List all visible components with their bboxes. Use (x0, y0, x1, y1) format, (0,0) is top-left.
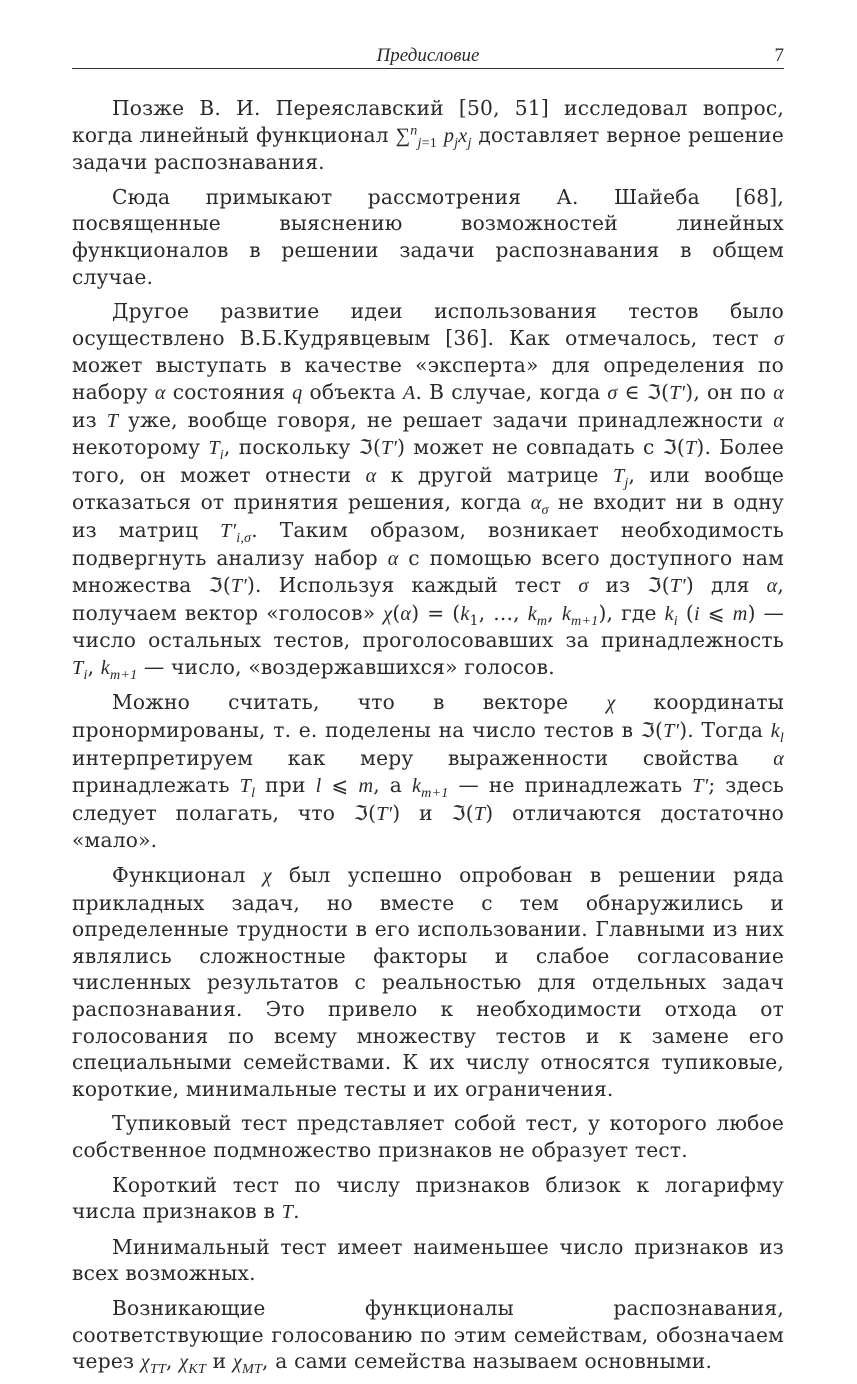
chapter-title: Предисловие (376, 45, 480, 66)
paragraph-8: Минимальный тест имеет наименьшее число признаков из всех возможных. (72, 1234, 784, 1286)
paragraph-1: Позже В. И. Переяславский [50, 51] исследовал вопрос, когда линейный функционал ∑$^n_{j=1}$ $p_jx_j$ доставляет верное решение задачи распознавания. (72, 96, 784, 175)
paragraph-2: Сюда примыкают рассмотрения А. Шайеба [68], посвященные выяснению возможностей линейных функционалов в решении задачи распознавания в общем случае. (72, 184, 784, 289)
paragraph-3: Другое развитие идеи использования тестов было осуществлено В.Б.Кудрявцевым [36]. Как отмечалось, тест σ может выступать в качестве «эксперта» для определения по набору α состояния q объекта A. В случае, когда σ ∈ ℑ(T′), он по α из T уже, вообще говоря, не решает задачи принадлежности α некоторому $T_i$, поскольку ℑ(T′) может не совпадать с ℑ(T). Более того, он может отнести α к другой матрице $T_j$, или вообще отказаться от принятия решения, когда $\alpha_\sigma$ не входит ни в одну из матриц $T'_{i,\sigma}$. Таким образом, возникает необходимость подвергнуть анализу набор α с помощью всего доступного нам множества ℑ(T′). Используя каждый тест σ из ℑ(T′) для α, получаем вектор «голосов» $\chi(\alpha) = (k_1$, ..., $k_m$, $k_{m+1}$), где $k_i$ (i ⩽ m) — число остальных тестов, проголосовавших за принадлежность $T_i$, $k_{m+1}$ — число, «воздержавшихся» голосов. (72, 299, 785, 683)
page-body (72, 95, 784, 1376)
page-number: 7 (774, 45, 784, 66)
paragraph-6: Тупиковый тест представляет собой тест, у которого любое собственное подмножество признаков не образует тест. (72, 1111, 784, 1162)
running-header (72, 44, 784, 69)
paragraph-7: Короткий тест по числу признаков близок к логарифму числа признаков в T. (72, 1172, 784, 1224)
paragraph-5: Функционал χ был успешно опробован в решении ряда прикладных задач, но вместе с тем обнаружились и определенные трудности в его использовании. Главными из них являлись сложностные факторы и слабое согласование численных результатов с реальностью для отдельных задач распознавания. Это привело к необходимости отхода от голосования по всему множеству тестов и к замене его специальными семействами. К их числу относятся тупиковые, короткие, минимальные тесты и их ограничения. (72, 863, 784, 1101)
paragraph-4: Можно считать, что в векторе χ координаты пронормированы, т. е. поделены на число тестов в ℑ(T′). Тогда $k_l$ интерпретируем как меру выраженности свойства α принадлежать $T_l$ при l ⩽ m, а $k_{m+1}$ — не принадлежать T′; здесь следует полагать, что ℑ(T′) и ℑ(T) отличаются достаточно «мало». (72, 690, 785, 853)
paragraph-9: Возникающие функционалы распознавания, соответствующие голосованию по этим семействам, обозначаем через $\chi_{TT}$, $\chi_{KT}$ и $\chi_{MT}$, а сами семейства называем основными. (72, 1295, 784, 1378)
book-page (72, 44, 784, 1384)
